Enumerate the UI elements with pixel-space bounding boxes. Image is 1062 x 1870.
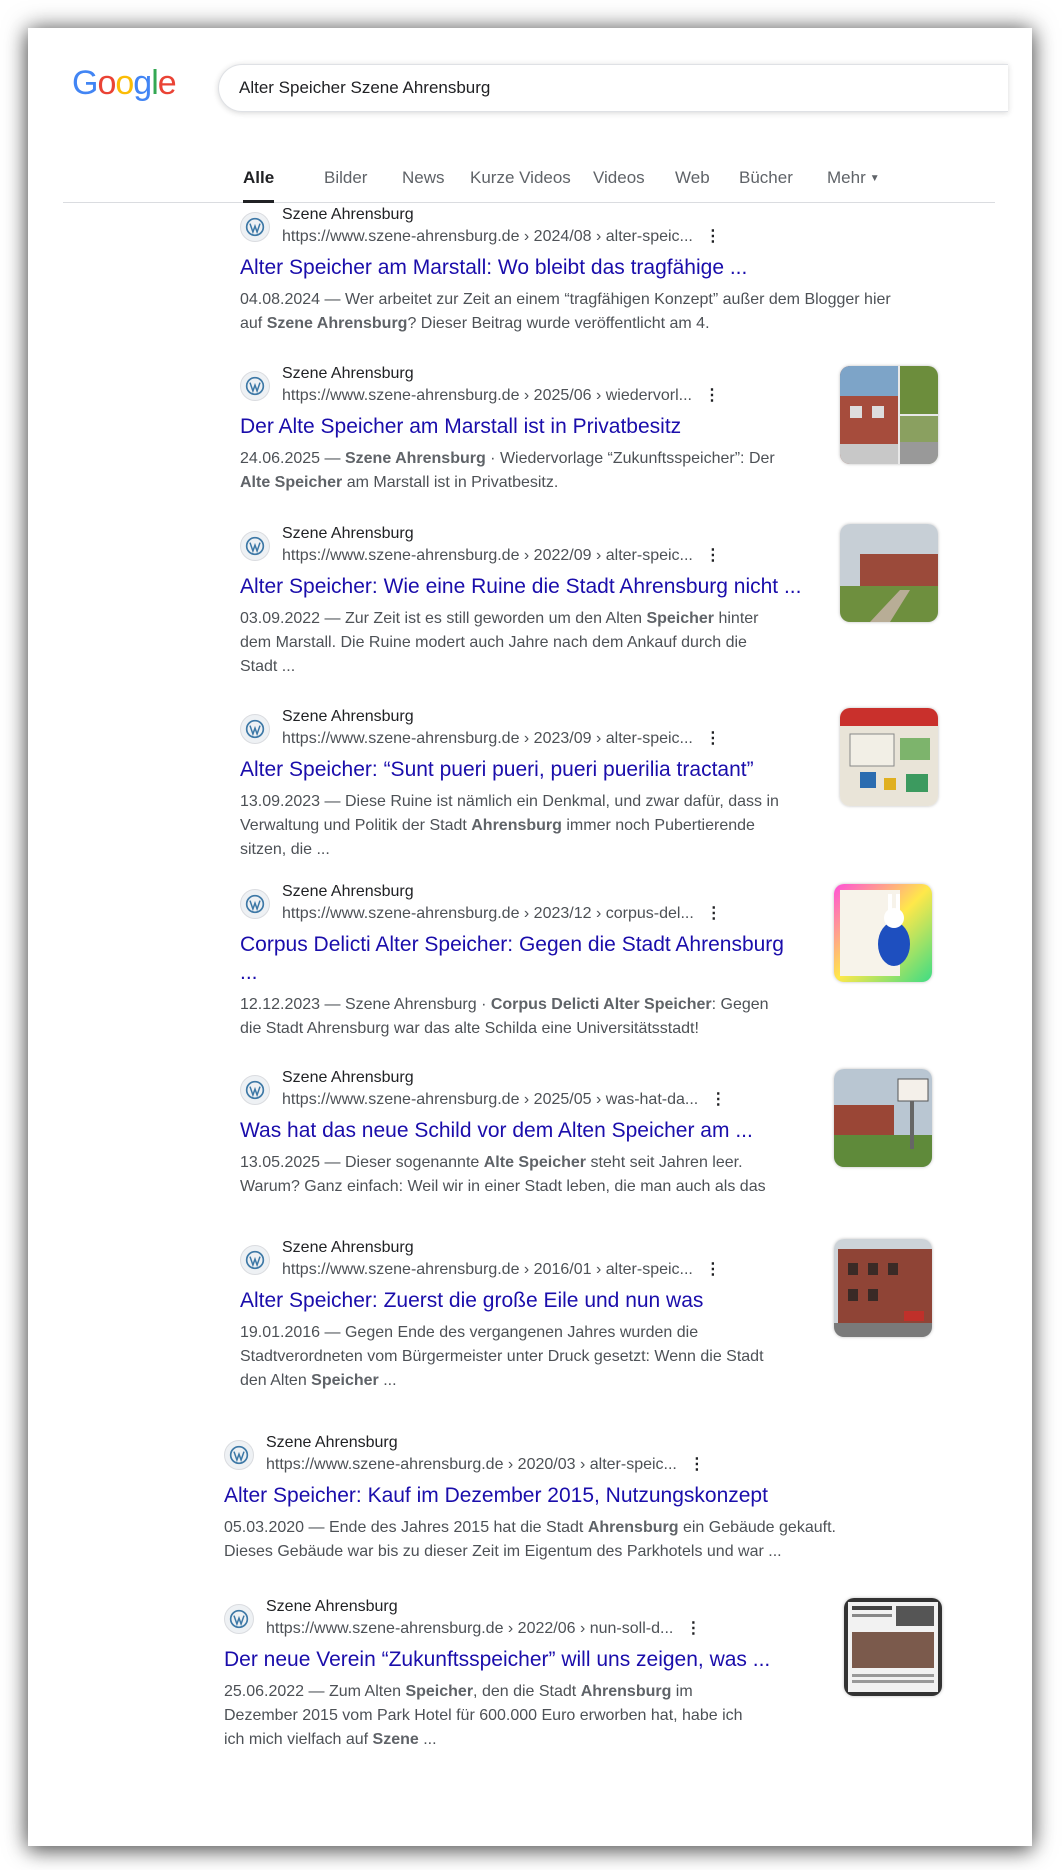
- result-url[interactable]: [282, 1259, 720, 1279]
- result-site-name[interactable]: Szene Ahrensburg: [282, 883, 414, 900]
- wordpress-icon[interactable]: [240, 1075, 270, 1105]
- snippet-highlight: Corpus Delicti Alter Speicher: [490, 996, 712, 1013]
- tab-buecher[interactable]: Bücher: [739, 168, 793, 187]
- snippet-highlight: Speicher: [311, 1372, 379, 1389]
- logo-letter: o: [115, 64, 134, 102]
- newspaper-thumbnail[interactable]: [844, 1598, 942, 1696]
- result-title-link[interactable]: Was hat das neue Schild vor dem Alten Speicher am ...: [240, 1119, 753, 1142]
- more-vert-icon[interactable]: ⋮: [688, 1456, 704, 1473]
- result-site-name[interactable]: Szene Ahrensburg: [282, 708, 414, 725]
- result-url[interactable]: [282, 545, 720, 565]
- more-vert-icon[interactable]: ⋮: [710, 1091, 726, 1108]
- result-url[interactable]: [282, 1089, 725, 1109]
- result-url[interactable]: [282, 903, 721, 923]
- result-url[interactable]: [266, 1454, 704, 1474]
- logo-letter: g: [133, 64, 152, 102]
- snippet-highlight: Szene: [372, 1731, 419, 1748]
- snippet-highlight: Szene Ahrensburg: [266, 315, 408, 332]
- wordpress-icon[interactable]: [224, 1440, 254, 1470]
- result-title-link[interactable]: Alter Speicher: Wie eine Ruine die Stadt Ahrensburg nicht ...: [240, 575, 802, 598]
- rabbit-illustration-thumbnail[interactable]: [834, 884, 932, 982]
- result-title-link[interactable]: Der neue Verein “Zukunftsspeicher” will uns zeigen, was ...: [224, 1648, 771, 1671]
- result-url-text: https://www.szene-ahrensburg.de › 2023/09 › alter-speic...: [282, 730, 693, 747]
- search-tabs: [63, 138, 995, 203]
- result-site-name[interactable]: Szene Ahrensburg: [282, 525, 414, 542]
- result-url[interactable]: [266, 1618, 700, 1638]
- snippet-highlight: Szene Ahrensburg: [344, 450, 486, 467]
- more-vert-icon[interactable]: ⋮: [704, 547, 720, 564]
- result-snippet: 24.06.2025 — Szene Ahrensburg · Wiedervorlage “Zukunftsspeicher”: Der Alte Speicher am Marstall ist in Privatbesitz.: [240, 450, 775, 491]
- result-site-name[interactable]: Szene Ahrensburg: [266, 1434, 398, 1451]
- wordpress-icon[interactable]: [240, 212, 270, 242]
- result-site-name[interactable]: Szene Ahrensburg: [282, 1069, 414, 1086]
- result-url[interactable]: [282, 728, 720, 748]
- result-title-link[interactable]: Alter Speicher: “Sunt pueri pueri, pueri puerilia tractant”: [240, 758, 754, 781]
- sign-building-thumbnail[interactable]: [834, 1069, 932, 1167]
- snippet-highlight: Speicher: [405, 1683, 474, 1700]
- brick-facade-thumbnail[interactable]: [834, 1239, 932, 1337]
- tab-mehr-label: Mehr: [827, 168, 866, 187]
- tab-mehr[interactable]: [827, 168, 880, 200]
- snippet-highlight: Alte Speicher: [483, 1154, 586, 1171]
- tab-videos[interactable]: Videos: [593, 168, 645, 187]
- result-site-name[interactable]: Szene Ahrensburg: [282, 1239, 414, 1256]
- tab-web[interactable]: Web: [675, 168, 710, 187]
- wordpress-icon[interactable]: [240, 889, 270, 919]
- more-vert-icon[interactable]: ⋮: [704, 228, 720, 245]
- result-snippet: 03.09.2022 — Zur Zeit ist es still geworden um den Alten Speicher hinter dem Marstall. Die Ruine modert auch Jahre nach dem Ankauf durch die Stadt ...: [240, 610, 759, 675]
- result-url[interactable]: [282, 226, 720, 246]
- result-url[interactable]: [282, 385, 719, 405]
- logo-letter: o: [97, 64, 116, 102]
- wordpress-icon[interactable]: [240, 371, 270, 401]
- logo-letter: G: [72, 64, 98, 102]
- snippet-highlight: Ahrensburg: [580, 1683, 672, 1700]
- more-vert-icon[interactable]: ⋮: [704, 730, 720, 747]
- snippet-highlight: Alte Speicher: [240, 474, 343, 491]
- result-title-link[interactable]: Alter Speicher am Marstall: Wo bleibt das tragfähige ...: [240, 256, 748, 279]
- result-snippet: 25.06.2022 — Zum Alten Speicher, den die Stadt Ahrensburg im Dezember 2015 vom Park Hotel für 600.000 Euro erworben hat, habe ich ich mich vielfach auf Szene ...: [224, 1683, 743, 1748]
- more-vert-icon[interactable]: ⋮: [685, 1620, 701, 1637]
- wordpress-icon[interactable]: [224, 1604, 254, 1634]
- tab-news[interactable]: News: [402, 168, 445, 187]
- search-query: Alter Speicher Szene Ahrensburg: [239, 78, 491, 97]
- result-title-link[interactable]: Alter Speicher: Kauf im Dezember 2015, Nutzungskonzept: [224, 1484, 768, 1507]
- snippet-highlight: Speicher: [646, 610, 715, 627]
- result-url-text: https://www.szene-ahrensburg.de › 2022/06 › nun-soll-d...: [266, 1620, 674, 1637]
- wordpress-icon[interactable]: [240, 714, 270, 744]
- result-url-text: https://www.szene-ahrensburg.de › 2022/09 › alter-speic...: [282, 547, 693, 564]
- result-url-text: https://www.szene-ahrensburg.de › 2020/03 › alter-speic...: [266, 1456, 677, 1473]
- more-vert-icon[interactable]: ⋮: [705, 905, 721, 922]
- google-logo[interactable]: [72, 64, 176, 103]
- result-title-link[interactable]: Der Alte Speicher am Marstall ist in Privatbesitz: [240, 415, 682, 438]
- snippet-highlight: Ahrensburg: [471, 817, 562, 834]
- collage-thumbnail[interactable]: [840, 366, 938, 464]
- result-site-name[interactable]: Szene Ahrensburg: [266, 1598, 398, 1615]
- result-snippet: 13.09.2023 — Diese Ruine ist nämlich ein Denkmal, und zwar dafür, dass in Verwaltung und Politik der Stadt Ahrensburg immer noch Pubertierende sitzen, die ...: [240, 793, 779, 858]
- wordpress-icon[interactable]: [240, 531, 270, 561]
- result-url-text: https://www.szene-ahrensburg.de › 2024/08 › alter-speic...: [282, 228, 693, 245]
- result-url-text: https://www.szene-ahrensburg.de › 2025/06 › wiedervorl...: [282, 387, 692, 404]
- more-vert-icon[interactable]: ⋮: [703, 387, 719, 404]
- tab-bilder[interactable]: Bilder: [324, 168, 368, 187]
- tab-kurze-videos[interactable]: Kurze Videos: [470, 168, 571, 187]
- logo-letter: e: [157, 64, 176, 102]
- result-snippet: 05.03.2020 — Ende des Jahres 2015 hat die Stadt Ahrensburg ein Gebäude gekauft. Dieses Gebäude war bis zu dieser Zeit im Eigentum des Parkhotels und war ...: [224, 1519, 836, 1560]
- caret-down-icon: ▼: [869, 173, 880, 185]
- result-snippet: 04.08.2024 — Wer arbeitet zur Zeit an einem “tragfähigen Konzept” außer dem Blogger hier auf Szene Ahrensburg? Dieser Beitrag wurde veröffentlicht am 4.: [240, 291, 891, 332]
- result-site-name[interactable]: Szene Ahrensburg: [282, 365, 414, 382]
- result-url-text: https://www.szene-ahrensburg.de › 2025/05 › was-hat-da...: [282, 1091, 699, 1108]
- tab-alle[interactable]: Alle: [243, 168, 274, 203]
- wordpress-icon[interactable]: [240, 1245, 270, 1275]
- result-snippet: 19.01.2016 — Gegen Ende des vergangenen Jahres wurden die Stadtverordneten vom Bürgermeister unter Druck gesetzt: Wenn die Stadt den Alten Speicher ...: [240, 1324, 764, 1389]
- result-title-link[interactable]: Alter Speicher: Zuerst die große Eile und nun was: [240, 1289, 704, 1312]
- logo-letter: l: [151, 64, 158, 102]
- snippet-highlight: Ahrensburg: [587, 1519, 679, 1536]
- result-site-name[interactable]: Szene Ahrensburg: [282, 206, 414, 223]
- result-url-text: https://www.szene-ahrensburg.de › 2023/12 › corpus-del...: [282, 905, 694, 922]
- board-game-thumbnail[interactable]: [840, 708, 938, 806]
- result-title-link[interactable]: Corpus Delicti Alter Speicher: Gegen die Stadt Ahrensburg ...: [240, 933, 784, 984]
- result-url-text: https://www.szene-ahrensburg.de › 2016/01 › alter-speic...: [282, 1261, 693, 1278]
- result-snippet: 12.12.2023 — Szene Ahrensburg · Corpus Delicti Alter Speicher: Gegen die Stadt Ahrensburg war das alte Schilda eine Universitätsstadt!: [240, 996, 769, 1037]
- search-input[interactable]: [218, 64, 1008, 112]
- result-snippet: 13.05.2025 — Dieser sogenannte Alte Speicher steht seit Jahren leer. Warum? Ganz einfach: Weil wir in einer Stadt leben, die man auch als das: [240, 1154, 766, 1195]
- more-vert-icon[interactable]: ⋮: [704, 1261, 720, 1278]
- brick-building-thumbnail[interactable]: [840, 524, 938, 622]
